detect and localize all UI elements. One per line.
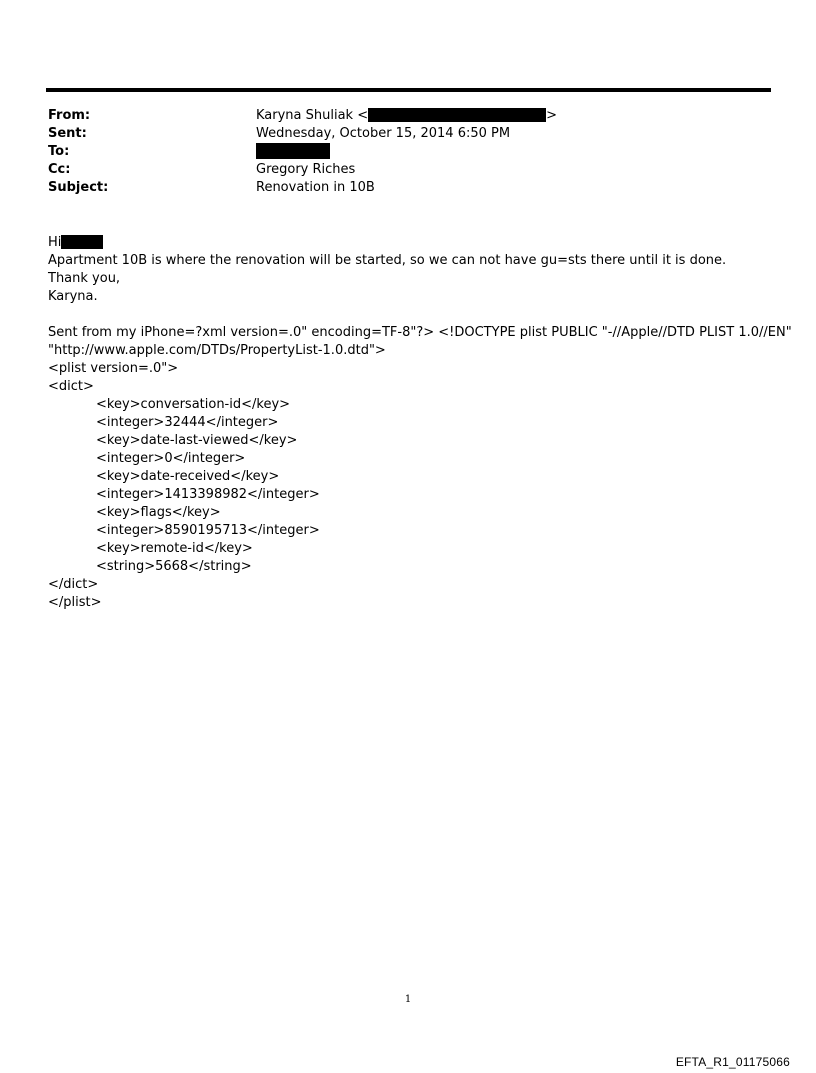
from-name: Karyna Shuliak < xyxy=(256,108,369,123)
greeting-line xyxy=(48,234,103,252)
body-line-1: Apartment 10B is where the renovation will be started, so we can not have gu=sts there until it is done. xyxy=(48,253,727,268)
dict-open: <dict> xyxy=(48,379,94,394)
sent-from-line-2: "http://www.apple.com/DTDs/PropertyList-1.0.dtd"> xyxy=(48,343,386,358)
bates-number: EFTA_R1_01175066 xyxy=(675,1055,790,1069)
from-label: From: xyxy=(48,108,91,123)
dict-entry: <integer>32444</integer> xyxy=(96,415,279,430)
cc-label: Cc: xyxy=(48,162,71,177)
from-value xyxy=(256,107,557,125)
page-number: 1 xyxy=(404,994,412,1005)
dict-entry: <key>flags</key> xyxy=(96,505,221,520)
dict-entry: <integer>0</integer> xyxy=(96,451,246,466)
sent-value: Wednesday, October 15, 2014 6:50 PM xyxy=(256,126,511,141)
redaction-box xyxy=(368,108,546,122)
plist-close: </plist> xyxy=(48,595,102,610)
sent-label: Sent: xyxy=(48,126,87,141)
body-line-3: Karyna. xyxy=(48,289,98,304)
plist-open: <plist version=.0"> xyxy=(48,361,179,376)
subject-value: Renovation in 10B xyxy=(256,180,375,195)
dict-entry: <string>5668</string> xyxy=(96,559,252,574)
dict-entry: <key>date-received</key> xyxy=(96,469,280,484)
cc-value: Gregory Riches xyxy=(256,162,356,177)
dict-entry: <key>date-last-viewed</key> xyxy=(96,433,298,448)
to-label: To: xyxy=(48,144,70,159)
to-value xyxy=(256,143,330,161)
dict-entry: <key>conversation-id</key> xyxy=(96,397,291,412)
redaction-box xyxy=(256,143,330,159)
header-rule xyxy=(46,88,771,92)
greeting-text: Hi xyxy=(48,235,62,250)
body-line-2: Thank you, xyxy=(48,271,121,286)
sent-from-line-1: Sent from my iPhone=?xml version=.0" encoding=TF-8"?> <!DOCTYPE plist PUBLIC "-//Apple//DTD PLIST 1.0//EN" xyxy=(48,325,792,340)
subject-label: Subject: xyxy=(48,180,109,195)
dict-entry: <integer>1413398982</integer> xyxy=(96,487,320,502)
from-close: > xyxy=(546,108,558,123)
dict-entry: <integer>8590195713</integer> xyxy=(96,523,320,538)
redaction-box xyxy=(61,235,103,249)
dict-entry: <key>remote-id</key> xyxy=(96,541,253,556)
dict-close: </dict> xyxy=(48,577,99,592)
